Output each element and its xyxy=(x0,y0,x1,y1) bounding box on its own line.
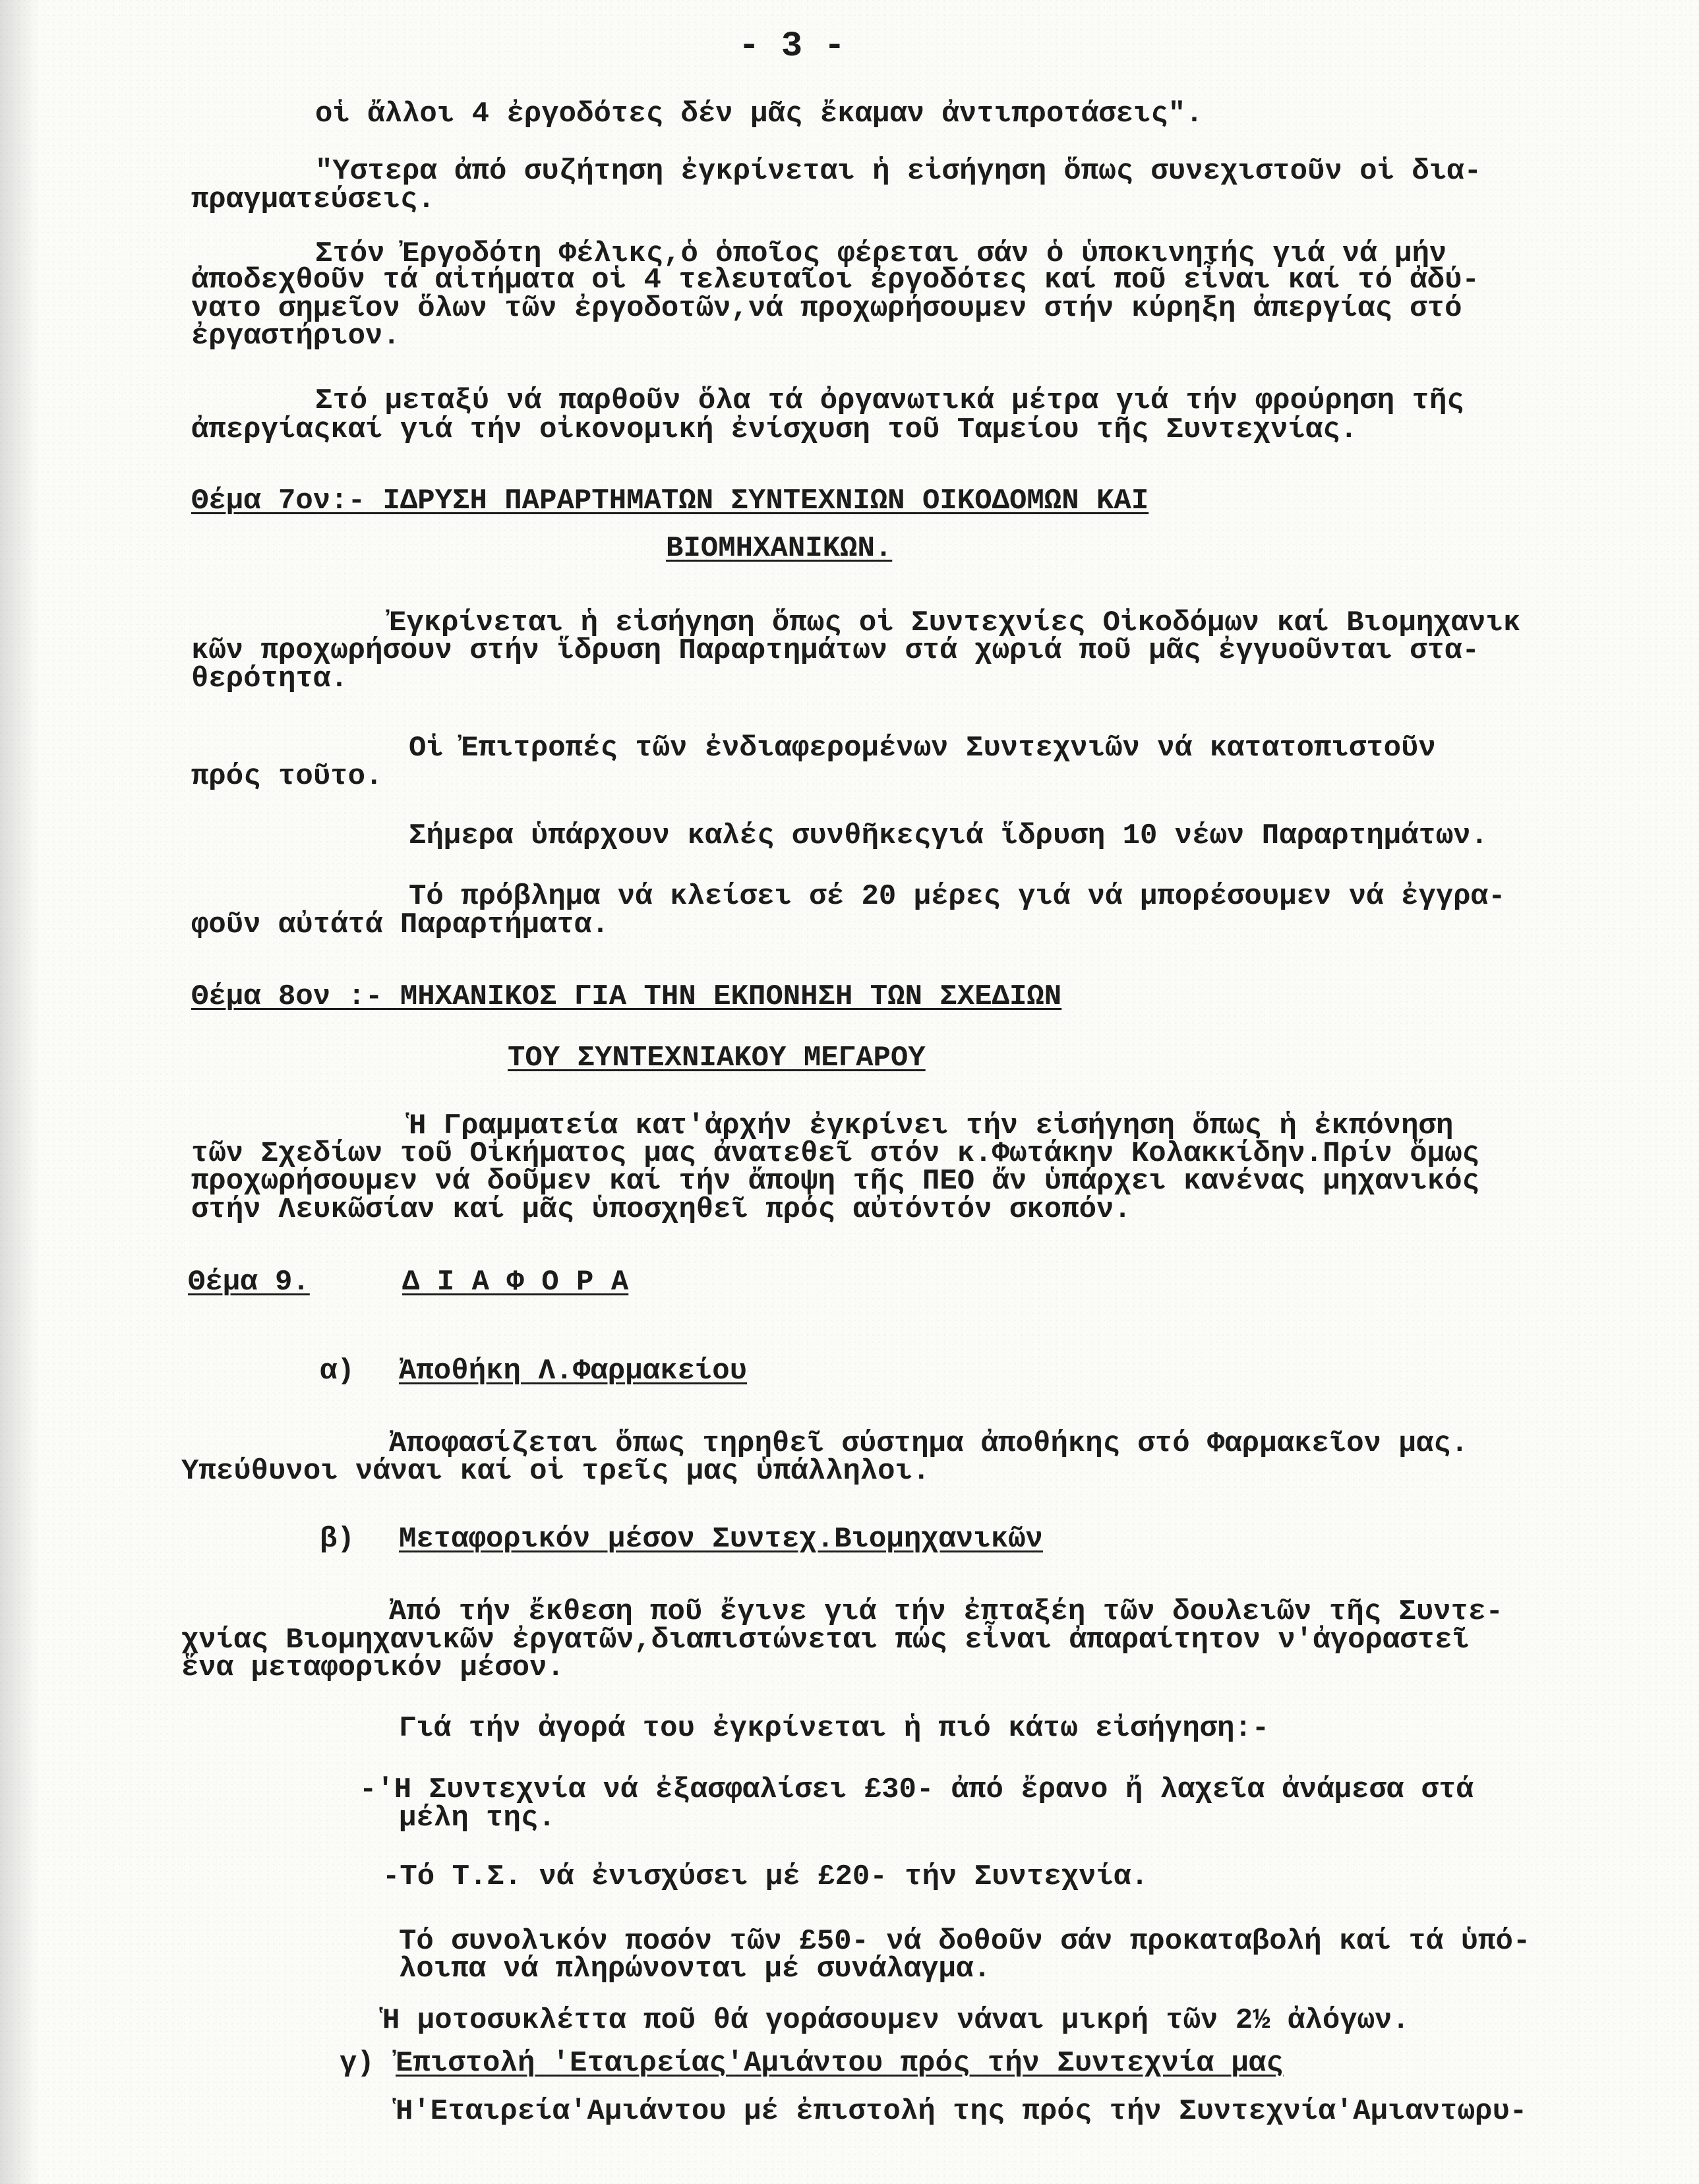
text-line: ἀπεργίαςκαί γιά τήν οἰκονομική ἐνίσχυση τοῦ Ταμείου τῆς Συντεχνίας. xyxy=(191,413,1358,446)
text-line: Ἀποφασίζεται ὅπως τηρηθεῖ σύστημα ἀποθήκης στό Φαρμακεῖον μας. xyxy=(389,1427,1469,1460)
item-heading-b: Μεταφορικόν μέσον Συντεχ.Βιομηχανικῶν xyxy=(399,1523,1043,1556)
text-line: -Τό Τ.Σ. νά ἐνισχύσει μέ £20- τήν Συντεχνία. xyxy=(382,1860,1148,1893)
text-line: στήν Λευκῶσίαν καί μᾶς ὑποσχηθεῖ πρός αὐτόντόν σκοπόν. xyxy=(191,1193,1131,1226)
text-line: φοῦν αὐτάτά Παραρτήματα. xyxy=(191,908,609,941)
section-heading-8: Θέμα 8ον :- ΜΗΧΑΝΙΚΟΣ ΓΙΑ ΤΗΝ ΕΚΠΟΝΗΣΗ ΤΩΝ ΣΧΕΔΙΩΝ xyxy=(191,980,1062,1013)
text-line: ἕνα μεταφορικόν μέσον. xyxy=(181,1651,564,1684)
item-heading-a: Ἀποθήκη Λ.Φαρμακείου xyxy=(399,1355,748,1388)
section-heading-8-cont: ΤΟΥ ΣΥΝΤΕΧΝΙΑΚΟΥ ΜΕΓΑΡΟΥ xyxy=(508,1042,926,1075)
section-heading-9-title: Δ Ι Α Φ Ο Ρ Α xyxy=(402,1266,629,1299)
text-line: θερότητα. xyxy=(191,663,348,695)
text-line: Υπεύθυνοι νάναι καί οἱ τρεῖς μας ὑπάλληλοι. xyxy=(181,1455,930,1488)
page-number: - 3 - xyxy=(738,26,846,67)
text-line: Γιά τήν ἀγορά του ἐγκρίνεται ἡ πιό κάτω εἰσήγηση:- xyxy=(399,1712,1270,1745)
item-letter-c: γ) xyxy=(340,2047,374,2080)
text-line: Ἐγκρίνεται ἡ εἰσήγηση ὅπως οἱ Συντεχνίες Οἰκοδόμων καί Βιομηχανικ xyxy=(389,606,1521,639)
text-line: Ἀπό τήν ἔκθεση ποῦ ἔγινε γιά τήν ἐπταξέη τῶν δουλειῶν τῆς Συντε- xyxy=(389,1595,1503,1628)
text-line: Στόν Ἐργοδότη Φέλικς,ὁ ὁποῖος φέρεται σάν ὁ ὑποκινητής γιά νά μήν xyxy=(315,237,1447,270)
item-heading-c: Ἐπιστολή 'Εταιρείας'Αμιάντου πρός τήν Συντεχνία μας xyxy=(396,2047,1284,2080)
text-line: Ἡ'Εταιρεία'Αμιάντου μέ ἐπιστολή της πρός τήν Συντεχνία'Αμιαντωρυ- xyxy=(396,2095,1528,2128)
text-line: Ἡ μοτοσυκλέττα ποῦ θά γοράσουμεν νάναι μικρή τῶν 2½ ἀλόγων. xyxy=(382,2004,1410,2037)
text-line: ἐργαστήριον. xyxy=(191,320,400,353)
text-line: Τό πρόβλημα νά κλείσει σέ 20 μέρες γιά νά μπορέσουμεν νά ἐγγρα- xyxy=(409,880,1506,913)
section-heading-7: Θέμα 7ον:- ΙΔΡΥΣΗ ΠΑΡΑΡΤΗΜΑΤΩΝ ΣΥΝΤΕΧΝΙΩΝ ΟΙΚΟΔΟΜΩΝ ΚΑΙ xyxy=(191,485,1149,517)
text-line: πρός τοῦτο. xyxy=(191,760,383,793)
text-line: Στό μεταξύ νά παρθοῦν ὅλα τά ὀργανωτικά μέτρα γιά τήν φρούρηση τῆς xyxy=(315,384,1464,417)
text-line: κῶν προχωρήσουν στήν ἵδρυση Παραρτημάτων στά χωριά ποῦ μᾶς ἐγγυοῦνται στα- xyxy=(191,634,1479,667)
text-line: λοιπα νά πληρώνονται μέ συνάλαγμα. xyxy=(399,1953,991,1986)
text-line: προχωρήσουμεν νά δοῦμεν καί τήν ἄποψη τῆς ΠΕΟ ἄν ὑπάρχει κανένας μηχανικός xyxy=(191,1165,1479,1198)
text-line: χνίας Βιομηχανικῶν ἐργατῶν,διαπιστώνεται πώς εἶναι ἀπαραίτητον ν'ἀγοραστεῖ xyxy=(181,1624,1470,1657)
section-heading-7-cont: ΒΙΟΜΗΧΑΝΙΚΩΝ. xyxy=(666,532,893,565)
item-letter-a: α) xyxy=(320,1355,355,1388)
text-line: ἀποδεχθοῦν τά αἰτήματα οἱ 4 τελευταῖοι ἐργοδότες καί ποῦ εἶναι καί τό ἀδύ- xyxy=(191,264,1479,297)
text-line: Ἡ Γραμματεία κατ'ἀρχήν ἐγκρίνει τήν εἰσήγηση ὅπως ἡ ἐκπόνηση xyxy=(409,1109,1454,1142)
text-line: πραγματεύσεις. xyxy=(191,183,435,216)
section-heading-9: Θέμα 9. xyxy=(188,1266,310,1299)
item-letter-b: β) xyxy=(320,1523,355,1556)
text-line: τῶν Σχεδίων τοῦ Οἰκήματος μας ἀνατεθεῖ στόν κ.Φωτάκην Κολακκίδην.Πρίν ὅμως xyxy=(191,1137,1479,1170)
text-line: Σήμερα ὑπάρχουν καλές συνθῆκεςγιά ἵδρυση 10 νέων Παραρτημάτων. xyxy=(409,819,1489,852)
text-line: -'Η Συντεχνία νά ἐξασφαλίσει £30- ἀπό ἔρανο ἤ λαχεῖα ἀνάμεσα στά xyxy=(359,1773,1474,1806)
text-line: Τό συνολικόν ποσόν τῶν £50- νά δοθοῦν σάν προκαταβολή καί τά ὑπό- xyxy=(399,1925,1531,1958)
text-line: μέλη της. xyxy=(399,1802,556,1835)
text-line: Οἱ Ἐπιτροπές τῶν ἐνδιαφερομένων Συντεχνιῶν νά κατατοπιστοῦν xyxy=(409,732,1436,765)
text-line: "Υστερα ἀπό συζήτηση ἐγκρίνεται ἡ εἰσήγηση ὅπως συνεχιστοῦν οἱ δια- xyxy=(315,155,1482,188)
text-line: νατο σημεῖον ὅλων τῶν ἐργοδοτῶν,νά προχωρήσουμεν στήν κύρηξη ἀπεργίας στό xyxy=(191,292,1462,325)
text-line: οἱ ἄλλοι 4 ἐργοδότες δέν μᾶς ἔκαμαν ἀντιπροτάσεις". xyxy=(315,98,1203,131)
